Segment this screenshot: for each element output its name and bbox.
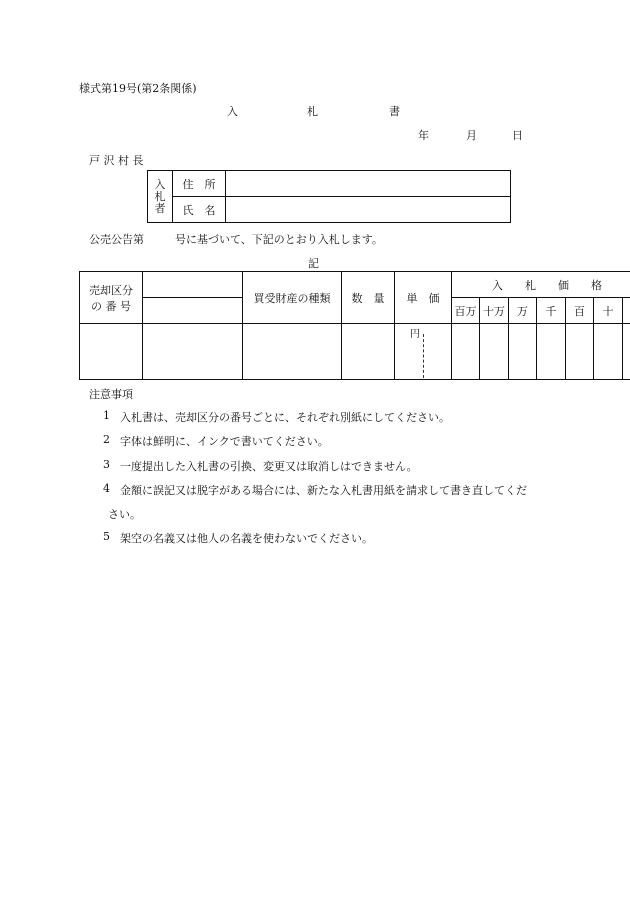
unit-price-header: 単 価 xyxy=(395,272,452,324)
note-number: 5 xyxy=(103,530,110,543)
date-month: 月 xyxy=(466,129,477,142)
digit-input-cut[interactable] xyxy=(623,324,630,380)
title-char-3: 書 xyxy=(389,105,400,118)
digit-header-cut xyxy=(623,298,630,324)
property-type-header: 買受財産の種類 xyxy=(243,272,342,324)
digit-input[interactable] xyxy=(480,324,509,380)
ki-heading: 記 xyxy=(308,257,319,270)
sale-number-header xyxy=(80,272,143,324)
yen-divider xyxy=(423,334,424,378)
intro-prefix: 公売公告第 xyxy=(89,233,144,246)
bidder-table xyxy=(147,170,511,223)
bid-table xyxy=(79,271,630,380)
digit-header: 十万 xyxy=(480,298,509,324)
addressee: 戸 沢 村 長 xyxy=(89,154,144,167)
quantity-input[interactable] xyxy=(342,324,395,380)
sale-number-header-line1: 売却区分 xyxy=(89,283,133,297)
digit-header: 百 xyxy=(566,298,594,324)
sale-number-cell-top[interactable] xyxy=(143,272,243,298)
note-text: 架空の名義又は他人の名義を使わないでください。 xyxy=(120,532,373,545)
unit-price-input[interactable] xyxy=(395,324,452,380)
quantity-header: 数 量 xyxy=(342,272,395,324)
digit-header: 万 xyxy=(509,298,537,324)
bidder-label-char: 者 xyxy=(154,201,166,215)
note-text: 一度提出した入札書の引換、変更又は取消しはできません。 xyxy=(120,460,418,473)
title-char-2: 札 xyxy=(307,105,318,118)
notes-title: 注意事項 xyxy=(89,388,133,401)
date-day: 日 xyxy=(512,129,523,142)
digit-input[interactable] xyxy=(509,324,537,380)
digit-header: 十 xyxy=(594,298,623,324)
digit-header: 千 xyxy=(537,298,566,324)
sale-number-header-line2: の 番 号 xyxy=(91,299,131,313)
digit-input[interactable] xyxy=(594,324,623,380)
digit-input[interactable] xyxy=(452,324,480,380)
yen-label: 円 xyxy=(410,329,420,340)
name-label: 氏 名 xyxy=(173,197,226,223)
digit-input[interactable] xyxy=(537,324,566,380)
title-char-1: 入 xyxy=(227,105,238,118)
document-title xyxy=(0,103,630,119)
bidder-label-char: 札 xyxy=(154,189,166,203)
bidder-label-char: 入 xyxy=(154,177,166,191)
property-type-input[interactable] xyxy=(243,324,342,380)
digit-input[interactable] xyxy=(566,324,594,380)
date-year: 年 xyxy=(418,129,429,142)
bidder-label xyxy=(148,171,173,223)
address-field[interactable] xyxy=(226,171,511,197)
note-number: 2 xyxy=(103,433,110,446)
address-label: 住 所 xyxy=(173,171,226,197)
note-text: 金額に誤記又は脱字がある場合には、新たな入札書用紙を請求して書き直してくだ xyxy=(120,484,527,497)
name-field[interactable] xyxy=(226,197,511,223)
form-number: 様式第19号(第2条関係) xyxy=(79,82,197,95)
note-number: 1 xyxy=(103,409,110,422)
note-number: 4 xyxy=(103,482,110,495)
intro-suffix: 号に基づいて、下記のとおり入札します。 xyxy=(175,233,383,246)
note-text-continued: さい。 xyxy=(108,508,141,521)
digit-header: 百万 xyxy=(452,298,480,324)
bid-price-header: 入 札 価 格 xyxy=(452,272,630,298)
sale-number-input[interactable] xyxy=(80,324,143,380)
note-text: 字体は鮮明に、インクで書いてください。 xyxy=(120,435,329,448)
sale-number-input-2[interactable] xyxy=(143,324,243,380)
note-text: 入札書は、売却区分の番号ごとに、それぞれ別紙にしてください。 xyxy=(120,411,450,424)
note-number: 3 xyxy=(103,458,110,471)
sale-number-cell-bottom[interactable] xyxy=(143,298,243,324)
